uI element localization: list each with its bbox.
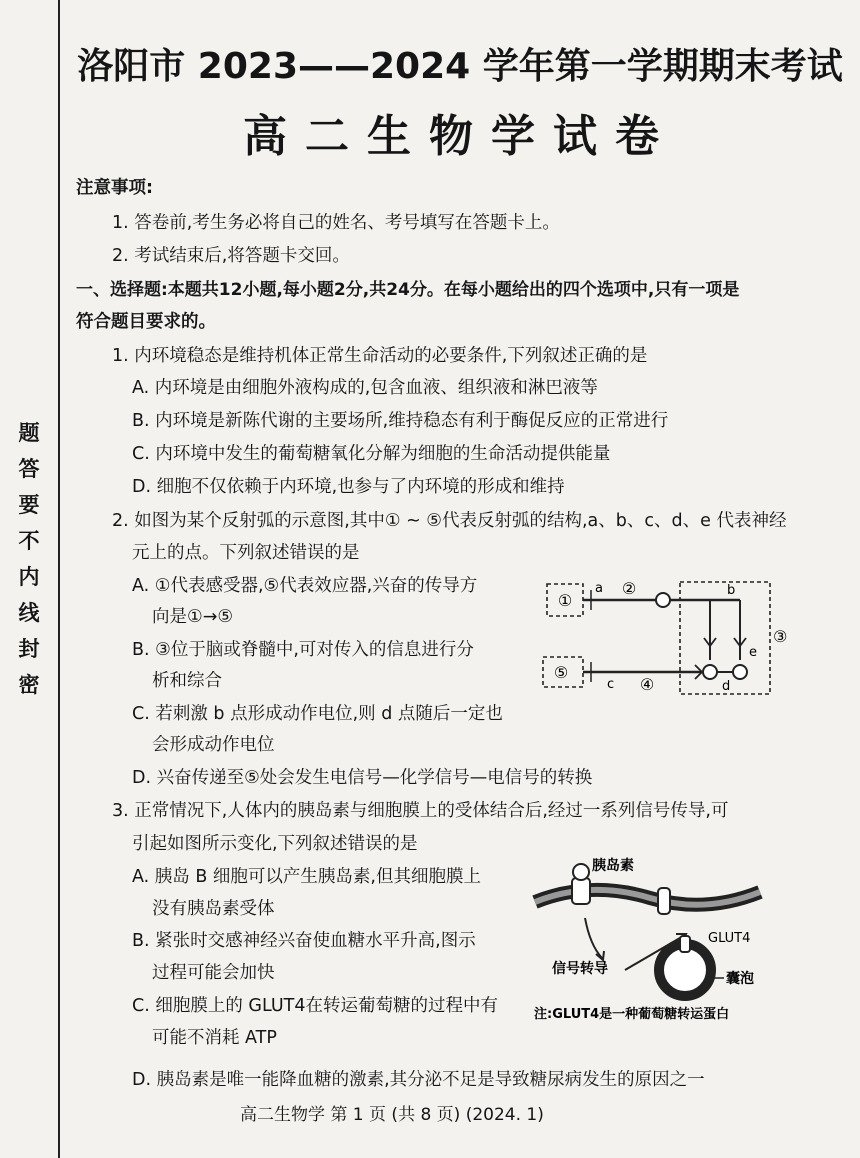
signal-arrow [585, 918, 602, 958]
label-n4: ④ [639, 675, 655, 694]
q3-option-b-cont: 过程可能会加快 [152, 963, 275, 983]
label-vesicle: 囊泡 [726, 971, 754, 987]
q3-stem-cont: 引起如图所示变化,下列叙述错误的是 [132, 834, 418, 854]
page-footer: 高二生物学 第 1 页 (共 8 页) (2024. 1) [240, 1105, 544, 1125]
insulin-glut4-diagram [530, 850, 780, 1030]
label-glut4: GLUT4 [708, 931, 751, 946]
margin-char: 内 [18, 565, 42, 589]
label-n5: ⑤ [553, 663, 569, 682]
binding-margin-text [14, 415, 46, 703]
q1-option-a: A. 内环境是由细胞外液构成的,包含血液、组织液和淋巴液等 [132, 378, 598, 398]
glut4-vesicle-icon [680, 936, 690, 952]
exam-subtitle: 高二生物学试卷 [243, 111, 677, 162]
q2-option-c: C. 若刺激 b 点形成动作电位,则 d 点随后一定也 [132, 704, 503, 724]
margin-char: 要 [18, 493, 42, 517]
label-signal: 信号转导 [552, 961, 608, 977]
diagram-note: 注:GLUT4是一种葡萄糖转运蛋白 [534, 1007, 730, 1022]
margin-char: 密 [18, 673, 42, 697]
label-n1: ① [557, 591, 573, 610]
label-insulin: 胰岛素 [592, 858, 634, 874]
insulin-molecule-icon [573, 864, 589, 880]
margin-char: 封 [18, 637, 42, 661]
afferent-cell-body [656, 593, 670, 607]
q2-option-d: D. 兴奋传递至⑤处会发生电信号—化学信号—电信号的转换 [132, 768, 593, 788]
q1-option-d: D. 细胞不仅依赖于内环境,也参与了内环境的形成和维持 [132, 477, 565, 497]
q2-option-a: A. ①代表感受器,⑤代表效应器,兴奋的传导方 [132, 576, 478, 596]
label-n2: ② [621, 579, 637, 598]
q2-stem: 2. 如图为某个反射弧的示意图,其中① ~ ⑤代表反射弧的结构,a、b、c、d、e 代表神经 [112, 511, 787, 531]
q2-stem-cont: 元上的点。下列叙述错误的是 [132, 543, 360, 563]
notice-heading: 注意事项: [76, 178, 153, 198]
label-e: e [749, 645, 757, 660]
q2-option-a-cont: 向是①→⑤ [152, 607, 234, 627]
q1-option-b: B. 内环境是新陈代谢的主要场所,维持稳态有利于酶促反应的正常进行 [132, 411, 669, 431]
q3-option-a-cont: 没有胰岛素受体 [152, 899, 275, 919]
exam-title: 洛阳市 2023——2024 学年第一学期期末考试 [77, 46, 843, 87]
label-n3: ③ [773, 627, 788, 646]
q3-option-a: A. 胰岛 B 细胞可以产生胰岛素,但其细胞膜上 [132, 867, 481, 887]
q3-stem: 3. 正常情况下,人体内的胰岛素与细胞膜上的受体结合后,经过一系列信号传导,可 [112, 801, 729, 821]
receptor-icon [572, 878, 590, 904]
section-heading-cont: 符合题目要求的。 [76, 312, 216, 332]
efferent-cell-body-2 [733, 665, 747, 679]
notice-item: 1. 答卷前,考生务必将自己的姓名、考号填写在答题卡上。 [112, 213, 560, 233]
efferent-cell-body-1 [703, 665, 717, 679]
margin-char: 题 [18, 421, 42, 445]
q3-option-c-cont: 可能不消耗 ATP [152, 1028, 277, 1048]
margin-char: 答 [18, 457, 42, 481]
label-c: c [607, 677, 615, 692]
q3-option-d: D. 胰岛素是唯一能降血糖的激素,其分泌不足是导致糖尿病发生的原因之一 [132, 1070, 705, 1090]
q1-option-c: C. 内环境中发生的葡萄糖氧化分解为细胞的生命活动提供能量 [132, 444, 611, 464]
reflex-arc-diagram [535, 572, 788, 707]
q3-option-c: C. 细胞膜上的 GLUT4在转运葡萄糖的过程中有 [132, 996, 498, 1016]
margin-char: 线 [18, 601, 42, 625]
label-d: d [722, 679, 731, 694]
q2-option-c-cont: 会形成动作电位 [152, 735, 275, 755]
glut4-membrane-icon [658, 888, 670, 914]
binding-margin-line [58, 0, 60, 1158]
q3-option-b: B. 紧张时交感神经兴奋使血糖水平升高,图示 [132, 931, 476, 951]
notice-item: 2. 考试结束后,将答题卡交回。 [112, 246, 350, 266]
q2-option-b: B. ③位于脑或脊髓中,可对传入的信息进行分 [132, 640, 474, 660]
q1-stem: 1. 内环境稳态是维持机体正常生命活动的必要条件,下列叙述正确的是 [112, 346, 648, 366]
q2-option-b-cont: 析和综合 [152, 671, 222, 691]
label-b: b [727, 583, 736, 598]
margin-char: 不 [18, 529, 42, 553]
section-heading: 一、选择题:本题共12小题,每小题2分,共24分。在每小题给出的四个选项中,只有一项是 [76, 280, 740, 300]
label-a: a [595, 581, 603, 596]
